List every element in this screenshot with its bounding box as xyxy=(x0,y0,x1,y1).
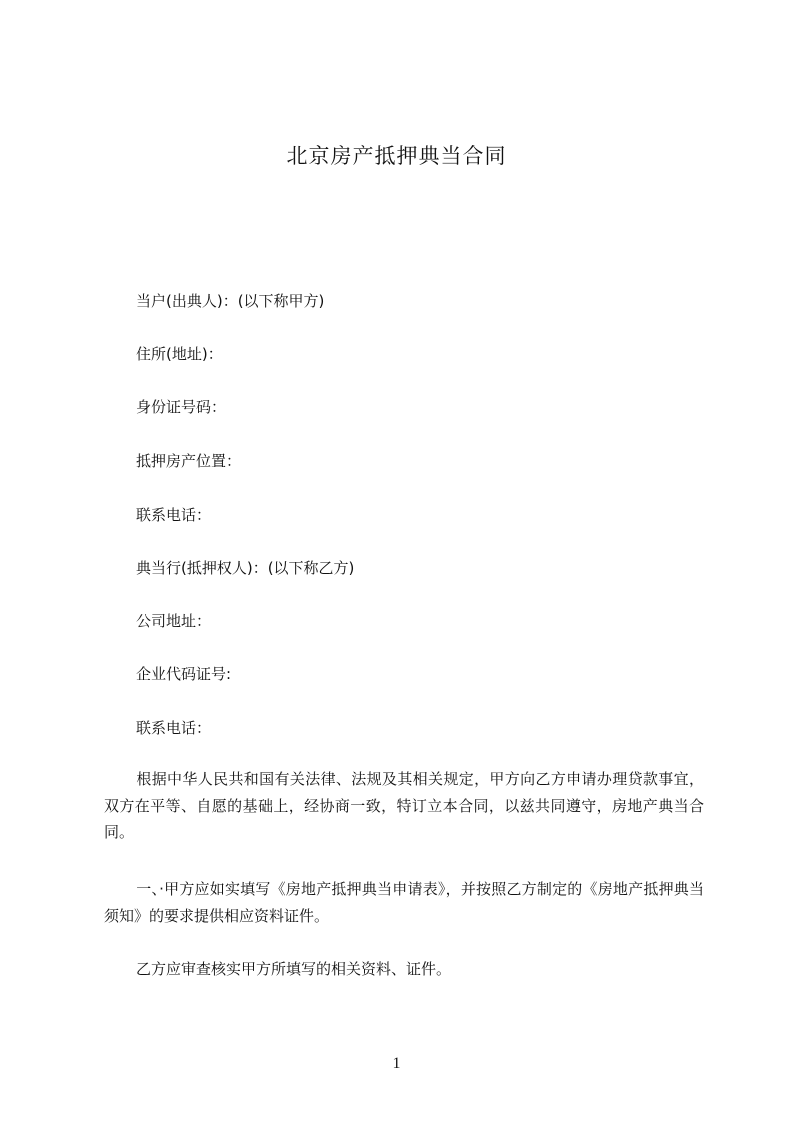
document-title: 北京房产抵押典当合同 xyxy=(286,144,507,168)
paragraph-clause-2-text: 乙方应审查核实甲方所填写的相关资料、证件。 xyxy=(136,960,452,978)
paragraph-clause-1-text: 一、·甲方应如实填写《房地产抵押典当申请表》，并按照乙方制定的《房地产抵押典当须知》的要求提供相应资料证件。 xyxy=(104,880,704,925)
paragraph-clause-1 xyxy=(104,876,704,929)
field-property-location: 抵押房产位置： xyxy=(136,452,242,470)
field-pawnshop: 典当行(抵押权人)：(以下称乙方) xyxy=(136,559,355,577)
field-pawner: 当户(出典人)：(以下称甲方) xyxy=(136,292,325,310)
paragraph-preamble xyxy=(104,766,704,846)
field-phone-party-a: 联系电话： xyxy=(136,506,212,524)
field-address: 住所(地址)： xyxy=(136,345,223,363)
field-company-address: 公司地址： xyxy=(136,612,212,630)
field-id-number: 身份证号码： xyxy=(136,398,227,416)
page-number: 1 xyxy=(392,1055,401,1072)
field-phone-party-b: 联系电话： xyxy=(136,719,212,737)
paragraph-preamble-text: 根据中华人民共和国有关法律、法规及其相关规定，甲方向乙方申请办理贷款事宜，双方在平等、自愿的基础上，经协商一致，特订立本合同，以兹共同遵守，房地产典当合同。 xyxy=(104,770,704,841)
field-enterprise-code: 企业代码证号: xyxy=(136,665,232,683)
paragraph-clause-2 xyxy=(104,956,704,983)
